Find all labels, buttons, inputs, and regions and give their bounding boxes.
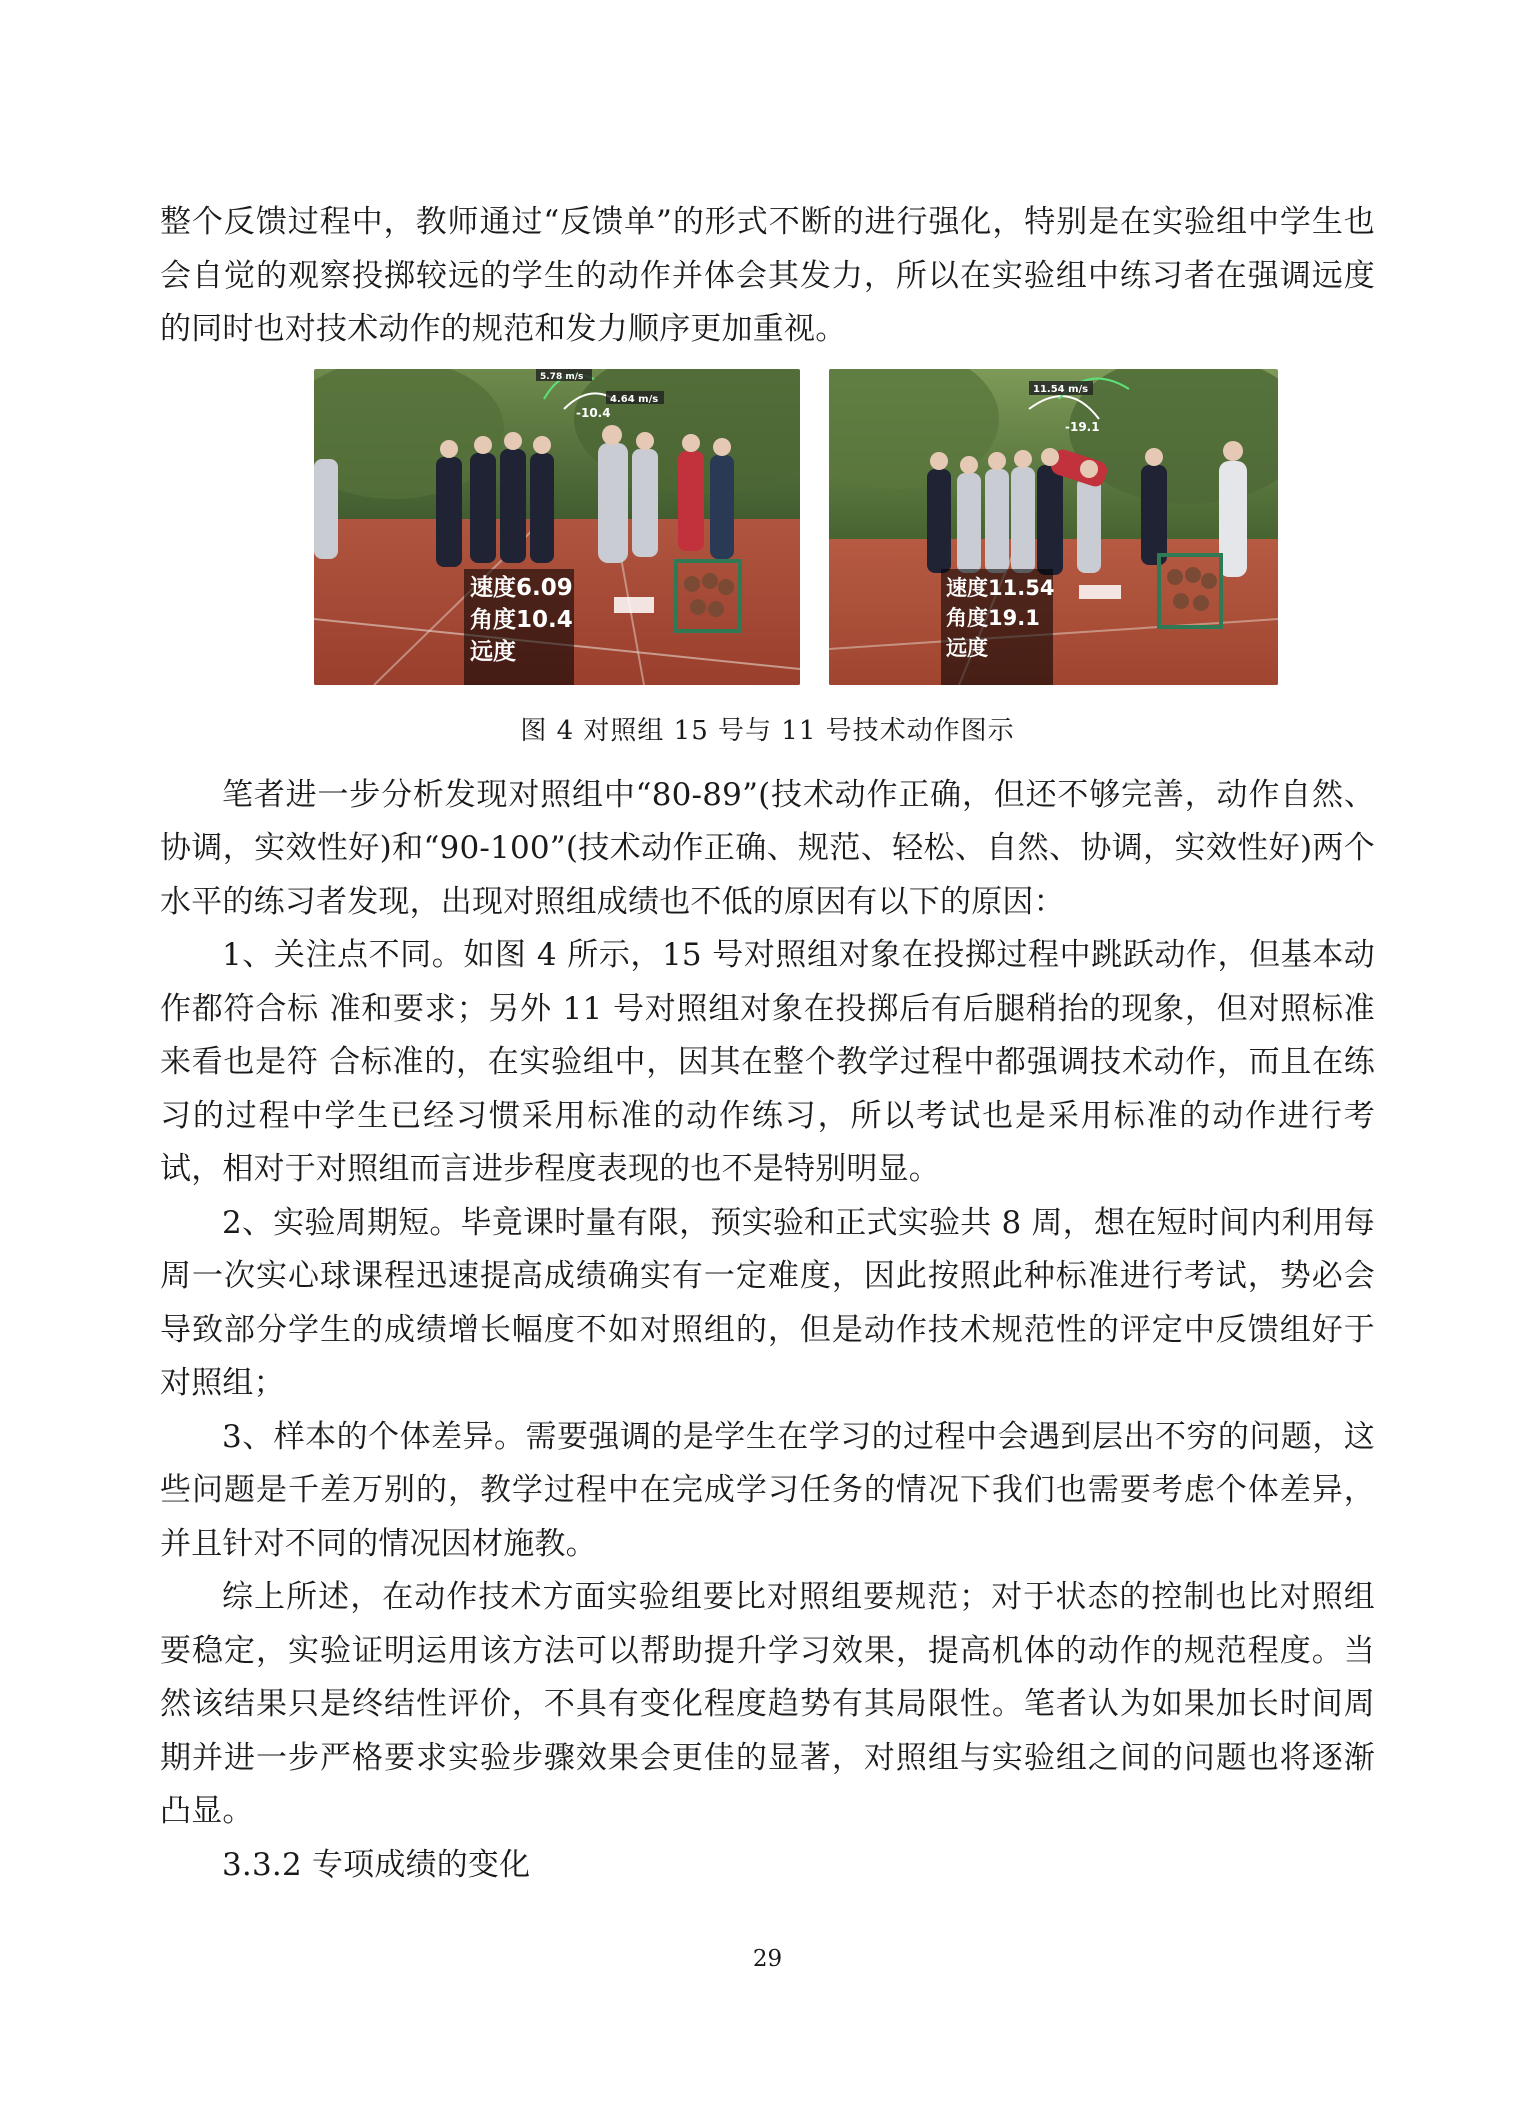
left-top-speed: 5.78 m/s xyxy=(540,371,584,382)
left-angle-label: 角度10.4 xyxy=(470,606,573,633)
left-mid-speed: 4.64 m/s xyxy=(610,393,659,405)
figure-4 xyxy=(160,369,1375,707)
paragraph-4: 2、实验周期短。毕竟课时量有限，预实验和正式实验共 8 周，想在短时间内利用每周一次实心球课程迅速提高成绩确实有一定难度，因此按照此种标准进行考试，势必会导致部分学生的成绩增长幅度不如对照组的，但是动作技术规范性的评定中反馈组好于对照组； xyxy=(160,1204,1375,1401)
paragraph-3: 1、关注点不同。如图 4 所示，15 号对照组对象在投掷过程中跳跃动作，但基本动作都符合标 准和要求；另外 11 号对照组对象在投掷后有后腿稍抬的现象，但对照标准来看也是符 合标准的，在实验组中，因其在整个教学过程中都强调技术动作，而且在练习的过程中学生已经习惯采用标准的动作练习，所以考试也是采用标准的动作进行考试，相对于对照组而言进步程度表现的也不是特别明显。 xyxy=(160,937,1375,1187)
page-content xyxy=(160,196,1375,1892)
paragraph-5: 3、样本的个体差异。需要强调的是学生在学习的过程中会遇到层出不穷的问题，这些问题是千差万别的，教学过程中在完成学习任务的情况下我们也需要考虑个体差异，并且针对不同的情况因材施教。 xyxy=(160,1418,1375,1562)
photo-control-15 xyxy=(314,369,800,685)
paragraph-2: 笔者进一步分析发现对照组中“80-89”(技术动作正确，但还不够完善，动作自然、协调，实效性好)和“90-100”(技术动作正确、规范、轻松、自然、协调，实效性好)两个水平的练习者发现，出现对照组成绩也不低的原因有以下的原因： xyxy=(160,776,1375,920)
left-distance-label: 远度 xyxy=(470,638,516,665)
photo-control-11 xyxy=(829,369,1278,685)
photo-control-15-image xyxy=(314,369,800,685)
figure-caption: 图 4 对照组 15 号与 11 号技术动作图示 xyxy=(520,715,1015,746)
left-speed-label: 速度6.09 xyxy=(470,574,573,601)
right-speed-label: 速度11.54 xyxy=(946,575,1055,600)
section-heading: 3.3.2 专项成绩的变化 xyxy=(222,1846,531,1883)
right-angle-label: 角度19.1 xyxy=(946,605,1040,630)
photo-control-11-image xyxy=(829,369,1278,685)
paragraph-1: 整个反馈过程中，教师通过“反馈单”的形式不断的进行强化，特别是在实验组中学生也会自觉的观察投掷较远的学生的动作并体会其发力，所以在实验组中练习者在强调远度的同时也对技术动作的规范和发力顺序更加重视。 xyxy=(160,204,1375,347)
paragraph-6: 综上所述，在动作技术方面实验组要比对照组要规范；对于状态的控制也比对照组要稳定，实验证明运用该方法可以帮助提升学习效果，提高机体的动作的规范程度。当然该结果只是终结性评价，不具有变化程度趋势有其局限性。笔者认为如果加长时间周期并进一步严格要求实验步骤效果会更佳的显著，对照组与实验组之间的问题也将逐渐凸显。 xyxy=(160,1579,1375,1829)
left-angle-tag: -10.4 xyxy=(576,405,611,420)
right-top-speed: 11.54 m/s xyxy=(1033,383,1089,395)
right-angle-tag: -19.1 xyxy=(1065,419,1100,434)
page-number: 29 xyxy=(752,1946,783,1972)
right-distance-label: 远度 xyxy=(946,635,988,660)
